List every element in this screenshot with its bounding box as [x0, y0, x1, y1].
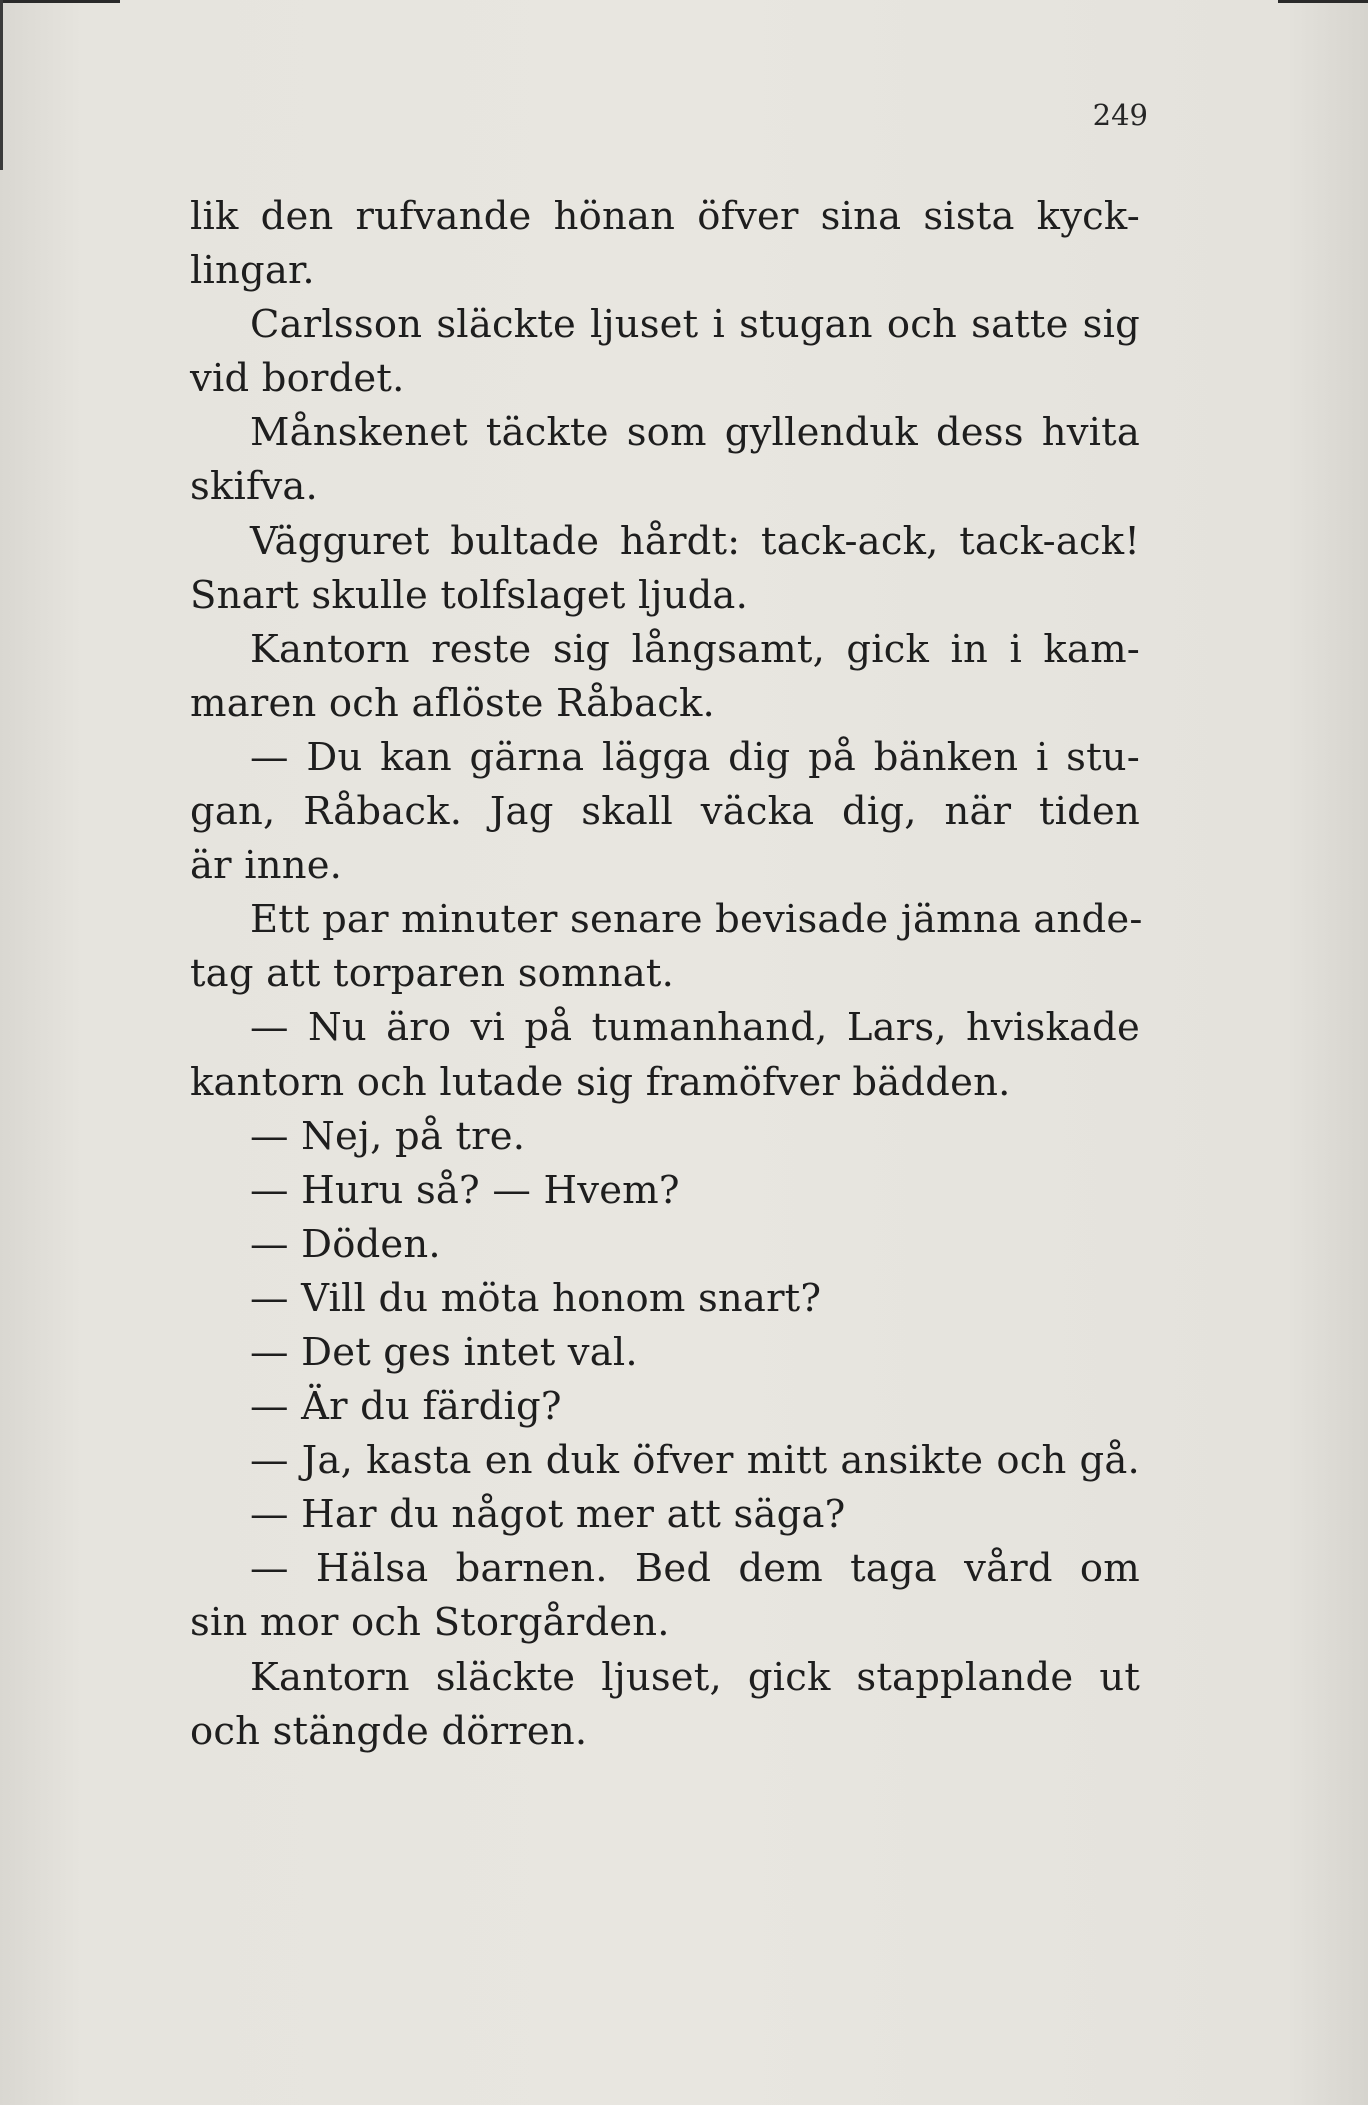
- scan-border-top-right: [1278, 0, 1368, 3]
- body-text: [190, 190, 1143, 1759]
- text-line: lik den rufvande hönan öfver sina sista kyck-: [190, 194, 1140, 239]
- text-line: Kantorn släckte ljuset, gick stapplande ut: [250, 1654, 1140, 1700]
- text-line: Kantorn reste sig långsamt, gick in i kam-: [250, 626, 1140, 672]
- text-line: — Det ges intet val.: [250, 1329, 638, 1375]
- text-line: — Du kan gärna lägga dig på bänken i stu-: [250, 734, 1140, 780]
- text-line: — Är du färdig?: [250, 1384, 562, 1430]
- text-line: — Hälsa barnen. Bed dem taga vård om: [250, 1546, 1140, 1592]
- text-line: Månskenet täckte som gyllenduk dess hvita: [250, 410, 1140, 456]
- text-line: skifva.: [190, 464, 318, 510]
- scan-border-left: [0, 0, 3, 170]
- text-line: — Vill du möta honom snart?: [250, 1275, 822, 1321]
- page-number: 249: [1092, 98, 1148, 132]
- text-line: är inne.: [190, 843, 343, 889]
- text-line: gan, Råback. Jag skall väcka dig, när tiden: [190, 789, 1140, 835]
- text-line: maren och aflöste Råback.: [190, 680, 715, 726]
- text-line: vid bordet.: [190, 356, 405, 402]
- text-line: kantorn och lutade sig framöfver bädden.: [190, 1059, 1011, 1105]
- text-line: Vägguret bultade hårdt: tack-ack, tack-ack!: [250, 518, 1140, 564]
- text-line: Carlsson släckte ljuset i stugan och satte sig: [250, 302, 1140, 348]
- text-line: lingar.: [190, 248, 315, 294]
- text-line: Snart skulle tolfslaget ljuda.: [190, 572, 749, 618]
- text-line: — Nej, på tre.: [250, 1113, 526, 1159]
- text-line: — Ja, kasta en duk öfver mitt ansikte och gå.: [250, 1438, 1140, 1484]
- scan-border-top-left: [0, 0, 120, 3]
- text-line: — Döden.: [250, 1221, 441, 1267]
- text-line: — Nu äro vi på tumanhand, Lars, hviskade: [250, 1005, 1140, 1051]
- text-line: — Har du något mer att säga?: [250, 1492, 846, 1538]
- text-line: Ett par minuter senare bevisade jämna ande-: [250, 897, 1143, 943]
- text-line: och stängde dörren.: [190, 1708, 588, 1754]
- text-line: — Huru så? — Hvem?: [250, 1167, 680, 1213]
- text-line: sin mor och Storgården.: [190, 1600, 670, 1646]
- text-line: tag att torparen somnat.: [190, 951, 675, 997]
